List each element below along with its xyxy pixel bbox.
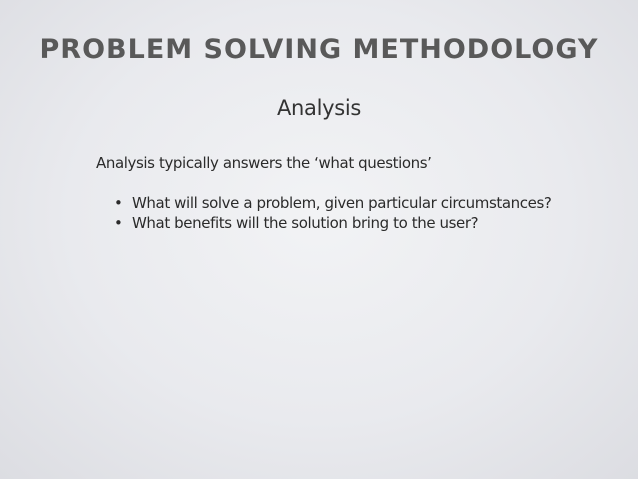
bullet-dot-icon: • — [114, 194, 123, 212]
bullet-text: What benefits will the solution bring to the user? — [132, 214, 479, 232]
bullet-item — [114, 193, 551, 213]
bullet-text: What will solve a problem, given particular circumstances? — [132, 194, 552, 212]
intro-text: Analysis typically answers the ‘what questions’ — [96, 154, 432, 172]
bullet-dot-icon: • — [114, 214, 123, 232]
slide-subtitle: Analysis — [276, 96, 362, 120]
slide-title: PROBLEM SOLVING METHODOLOGY — [39, 34, 599, 65]
bullet-list — [114, 193, 551, 233]
bullet-item — [114, 213, 551, 233]
